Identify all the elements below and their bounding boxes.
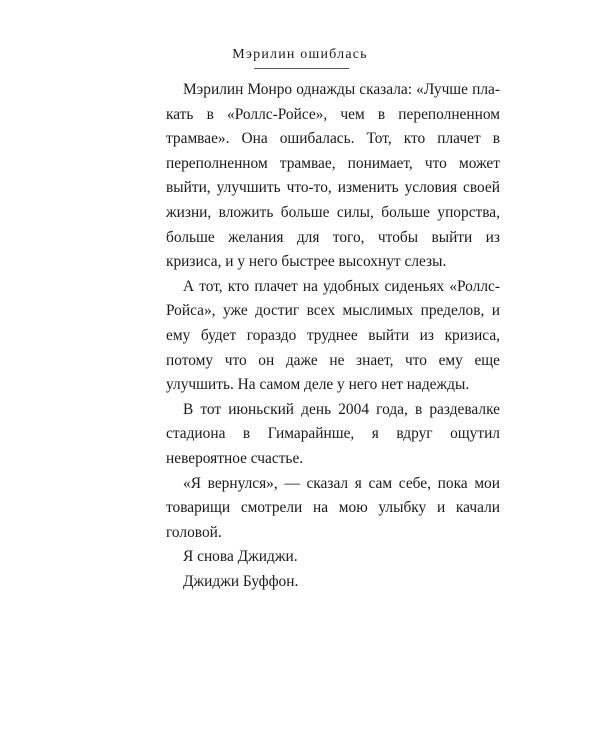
- paragraph: Мэрилин Монро однажды сказала: «Лучше плакать в «Роллс-Ройсе», чем в переполненном трамвае». Она ошибалась. Тот, кто плачет в переполненном трамвае, понимает, что может выйти, улучшить что-то, изменить условия своей жизни, вложить больше силы, больше упорства, больше желания для того, чтобы выйти из кризиса, и у него быстрее высохнут слезы.: [166, 81, 500, 271]
- running-title: Мэрилин ошиблась: [232, 47, 368, 62]
- paragraph: В тот июньский день 2004 года, в раздевалке стадиона в Гимарайнше, я вдруг ощутил невероятное счастье.: [166, 400, 500, 467]
- paragraph: «Я вернулся», — сказал я сам себе, пока мои товарищи смотрели на мою улыбку и качали головой.: [166, 474, 500, 541]
- header-rule: [254, 68, 349, 69]
- paragraph: Я снова Джиджи.: [183, 548, 298, 566]
- body-text: [166, 78, 500, 594]
- paragraph: Джиджи Буффон.: [183, 572, 299, 590]
- paragraph: А тот, кто плачет на удобных сиденьях «Роллс-Ройса», уже достиг всех мыслимых пределов, и ему будет гораздо труднее выйти из кризиса, потому что он даже не знает, что ему еще улучшить. На самом деле у него нет надежды.: [166, 277, 500, 394]
